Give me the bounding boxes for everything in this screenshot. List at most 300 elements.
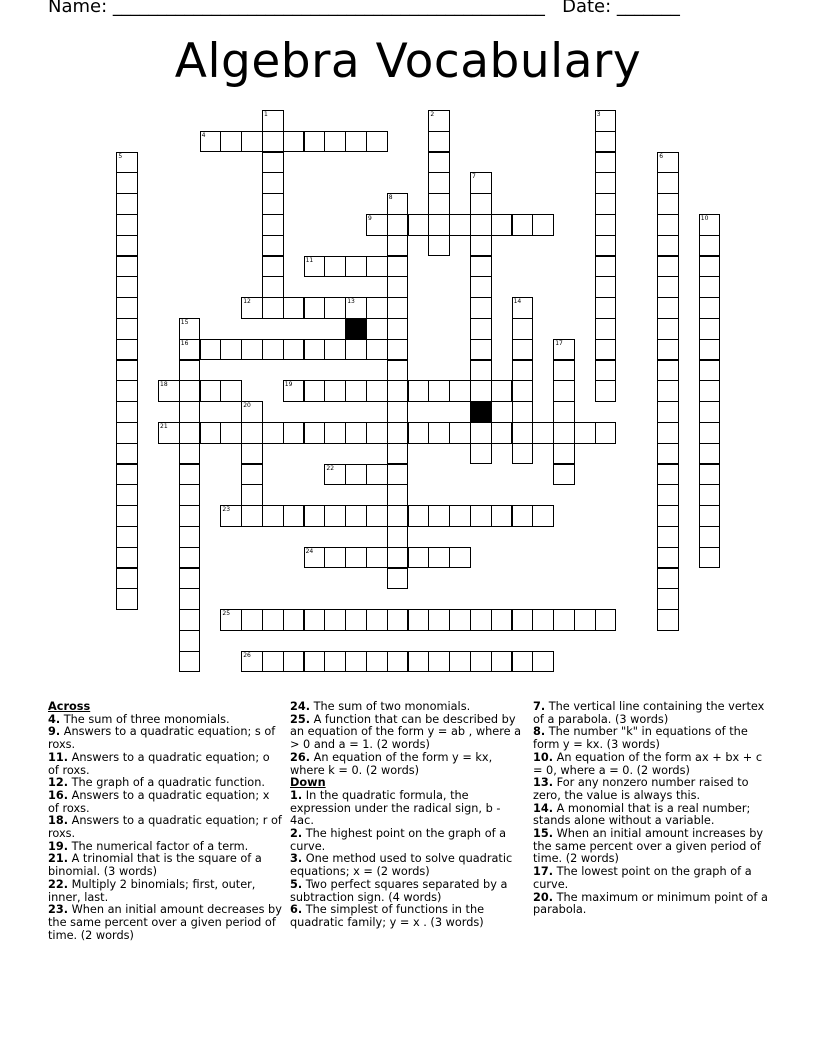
grid-cell[interactable] xyxy=(283,131,305,153)
grid-cell[interactable] xyxy=(657,256,679,278)
grid-cell[interactable] xyxy=(366,464,388,486)
grid-cell[interactable] xyxy=(179,609,201,631)
grid-cell[interactable] xyxy=(116,360,138,382)
grid-cell[interactable] xyxy=(532,609,554,631)
grid-cell[interactable] xyxy=(595,256,617,278)
grid-cell[interactable] xyxy=(324,380,346,402)
clue-text: The simplest of functions in the quadratic family; y = x . (3 words) xyxy=(290,903,485,929)
grid-cell[interactable] xyxy=(116,214,138,236)
grid-cell[interactable] xyxy=(262,131,284,153)
grid-cell[interactable] xyxy=(116,172,138,194)
clue-number: 16 xyxy=(180,339,189,347)
grid-cell[interactable] xyxy=(283,651,305,673)
name-line[interactable]: ________________________________________________ xyxy=(112,0,545,17)
grid-cell[interactable] xyxy=(428,505,450,527)
grid-cell[interactable] xyxy=(595,360,617,382)
clue-number: 24 xyxy=(305,547,314,555)
grid-cell[interactable] xyxy=(200,422,222,444)
grid-cell[interactable] xyxy=(657,526,679,548)
grid-cell[interactable] xyxy=(387,214,409,236)
clue-text: An equation of the form ax + bx + c = 0, where a = 0. (2 words) xyxy=(533,750,763,777)
grid-cell[interactable] xyxy=(470,276,492,298)
grid-cell[interactable] xyxy=(262,609,284,631)
grid-cell[interactable] xyxy=(324,297,346,319)
grid-cell[interactable] xyxy=(657,276,679,298)
grid-cell[interactable] xyxy=(657,339,679,361)
grid-cell[interactable] xyxy=(553,609,575,631)
grid-cell[interactable] xyxy=(262,193,284,215)
grid-cell[interactable] xyxy=(116,526,138,548)
grid-cell[interactable] xyxy=(428,235,450,257)
grid-cell[interactable] xyxy=(179,547,201,569)
clue-number-label: 15. xyxy=(533,827,554,841)
grid-cell[interactable] xyxy=(574,609,596,631)
grid-cell[interactable] xyxy=(304,651,326,673)
grid-cell[interactable] xyxy=(408,214,430,236)
grid-cell[interactable] xyxy=(262,505,284,527)
grid-cell[interactable] xyxy=(657,464,679,486)
clue-number-label: 25. xyxy=(290,712,311,726)
grid-cell[interactable] xyxy=(283,339,305,361)
grid-cell[interactable] xyxy=(116,547,138,569)
grid-cell[interactable] xyxy=(449,651,471,673)
clue-number-label: 5. xyxy=(290,877,303,891)
grid-cell[interactable] xyxy=(220,339,242,361)
grid-cell[interactable] xyxy=(657,505,679,527)
grid-cell[interactable] xyxy=(657,568,679,590)
grid-cell[interactable] xyxy=(512,505,534,527)
grid-cell[interactable] xyxy=(116,380,138,402)
grid-cell[interactable] xyxy=(428,651,450,673)
clue-text: A monomial that is a real number; stands alone without a variable. xyxy=(533,801,751,828)
grid-cell[interactable] xyxy=(304,505,326,527)
grid-cell[interactable] xyxy=(595,131,617,153)
grid-cell[interactable] xyxy=(470,297,492,319)
grid-cell[interactable] xyxy=(220,422,242,444)
grid-cell[interactable] xyxy=(408,651,430,673)
grid-cell[interactable] xyxy=(179,526,201,548)
grid-cell[interactable] xyxy=(324,651,346,673)
clue-number: 26 xyxy=(243,651,251,659)
grid-cell[interactable] xyxy=(657,588,679,610)
grid-cell[interactable] xyxy=(366,131,388,153)
grid-cell[interactable] xyxy=(470,360,492,382)
grid-cell[interactable] xyxy=(428,422,450,444)
grid-cell[interactable] xyxy=(428,172,450,194)
grid-cell[interactable] xyxy=(657,172,679,194)
grid-cell[interactable] xyxy=(657,443,679,465)
grid-cell[interactable] xyxy=(470,193,492,215)
grid-cell[interactable] xyxy=(553,443,575,465)
clue-number: 22 xyxy=(326,464,335,472)
grid-cell[interactable] xyxy=(512,609,534,631)
grid-cell[interactable] xyxy=(428,547,450,569)
grid-cell[interactable] xyxy=(387,422,409,444)
grid-cell[interactable] xyxy=(491,422,513,444)
grid-cell[interactable] xyxy=(262,297,284,319)
grid-cell[interactable] xyxy=(304,422,326,444)
grid-cell[interactable] xyxy=(512,380,534,402)
grid-cell[interactable] xyxy=(699,318,721,340)
grid-cell[interactable] xyxy=(387,505,409,527)
grid-cell[interactable] xyxy=(428,214,450,236)
clue-number-label: 18. xyxy=(48,814,69,828)
clue-number-label: 13. xyxy=(533,776,554,790)
grid-cell[interactable] xyxy=(657,193,679,215)
clue-number-label: 8. xyxy=(533,725,546,739)
grid-cell[interactable] xyxy=(470,609,492,631)
name-label: Name: xyxy=(48,0,108,17)
clue-number: 11 xyxy=(305,256,314,264)
clues-column-1 xyxy=(48,701,282,942)
grid-cell[interactable] xyxy=(595,152,617,174)
grid-cell[interactable] xyxy=(699,297,721,319)
grid-cell[interactable] xyxy=(116,276,138,298)
grid-cell[interactable] xyxy=(262,276,284,298)
grid-cell[interactable] xyxy=(699,235,721,257)
grid-cell[interactable] xyxy=(387,297,409,319)
grid-cell[interactable] xyxy=(345,422,367,444)
grid-cell[interactable] xyxy=(179,443,201,465)
clue xyxy=(48,726,282,751)
grid-cell[interactable] xyxy=(116,193,138,215)
grid-cell[interactable] xyxy=(387,318,409,340)
grid-cell[interactable] xyxy=(512,360,534,382)
grid-cell[interactable] xyxy=(116,568,138,590)
grid-cell[interactable] xyxy=(116,297,138,319)
clue-number-label: 4. xyxy=(48,712,61,726)
grid-cell[interactable] xyxy=(324,609,346,631)
grid-cell[interactable] xyxy=(428,131,450,153)
grid-cell[interactable] xyxy=(345,339,367,361)
grid-cell[interactable] xyxy=(428,152,450,174)
grid-cell[interactable] xyxy=(595,276,617,298)
grid-cell[interactable] xyxy=(553,380,575,402)
grid-cell[interactable] xyxy=(283,609,305,631)
grid-cell[interactable] xyxy=(595,193,617,215)
grid-cell[interactable] xyxy=(345,547,367,569)
grid-cell[interactable] xyxy=(179,401,201,423)
grid-cell[interactable] xyxy=(491,380,513,402)
grid-cell[interactable] xyxy=(366,651,388,673)
grid-cell[interactable] xyxy=(116,235,138,257)
grid-cell[interactable] xyxy=(324,256,346,278)
grid-cell[interactable] xyxy=(366,609,388,631)
grid-cell[interactable] xyxy=(387,568,409,590)
grid-cell[interactable] xyxy=(408,505,430,527)
grid-cell[interactable] xyxy=(428,193,450,215)
grid-cell[interactable] xyxy=(699,256,721,278)
grid-cell[interactable] xyxy=(116,588,138,610)
grid-cell[interactable] xyxy=(553,422,575,444)
grid-cell[interactable] xyxy=(449,422,471,444)
grid-cell[interactable] xyxy=(470,651,492,673)
grid-cell[interactable] xyxy=(699,526,721,548)
grid-cell[interactable] xyxy=(657,214,679,236)
grid-cell[interactable] xyxy=(116,256,138,278)
clue-number: 3 xyxy=(596,111,601,118)
grid-cell[interactable] xyxy=(387,526,409,548)
grid-cell[interactable] xyxy=(116,422,138,444)
grid-cell[interactable] xyxy=(532,651,554,673)
grid-cell[interactable] xyxy=(387,360,409,382)
grid-cell[interactable] xyxy=(387,401,409,423)
grid-cell[interactable] xyxy=(345,380,367,402)
grid-cell[interactable] xyxy=(366,339,388,361)
grid-cell[interactable] xyxy=(595,339,617,361)
grid-cell[interactable] xyxy=(449,505,471,527)
grid-cell[interactable] xyxy=(428,380,450,402)
grid-cell[interactable] xyxy=(408,609,430,631)
grid-cell[interactable] xyxy=(595,422,617,444)
clue-number-label: 20. xyxy=(533,890,554,904)
grid-cell[interactable] xyxy=(699,339,721,361)
grid-cell[interactable] xyxy=(657,235,679,257)
grid-cell[interactable] xyxy=(220,131,242,153)
grid-cell[interactable] xyxy=(699,505,721,527)
grid-cell[interactable] xyxy=(345,505,367,527)
grid-cell[interactable] xyxy=(408,380,430,402)
grid-cell[interactable] xyxy=(262,422,284,444)
grid-cell[interactable] xyxy=(324,505,346,527)
grid-cell[interactable] xyxy=(304,609,326,631)
grid-cell[interactable] xyxy=(449,214,471,236)
clue-number: 5 xyxy=(118,152,123,160)
grid-cell[interactable] xyxy=(262,214,284,236)
grid-cell[interactable] xyxy=(262,339,284,361)
grid-cell[interactable] xyxy=(657,401,679,423)
grid-cell[interactable] xyxy=(491,214,513,236)
grid-cell[interactable] xyxy=(324,131,346,153)
grid-cell[interactable] xyxy=(512,318,534,340)
grid-cell[interactable] xyxy=(491,609,513,631)
grid-cell[interactable] xyxy=(699,276,721,298)
grid-cell[interactable] xyxy=(304,339,326,361)
grid-cell[interactable] xyxy=(512,339,534,361)
clue-text: The highest point on the graph of a curve. xyxy=(290,827,507,853)
grid-cell[interactable] xyxy=(345,651,367,673)
grid-cell[interactable] xyxy=(387,235,409,257)
grid-cell[interactable] xyxy=(179,651,201,673)
grid-cell[interactable] xyxy=(449,609,471,631)
grid-cell[interactable] xyxy=(116,339,138,361)
grid-cell[interactable] xyxy=(595,380,617,402)
grid-cell[interactable] xyxy=(345,131,367,153)
clue-number-label: 9. xyxy=(48,725,61,739)
grid-cell[interactable] xyxy=(220,380,242,402)
clue-number: 2 xyxy=(430,111,435,118)
grid-cell[interactable] xyxy=(699,360,721,382)
grid-cell[interactable] xyxy=(512,422,534,444)
grid-cell[interactable] xyxy=(491,651,513,673)
grid-cell[interactable] xyxy=(699,547,721,569)
grid-cell[interactable] xyxy=(241,339,263,361)
grid-cell[interactable] xyxy=(116,443,138,465)
grid-cell[interactable] xyxy=(657,422,679,444)
grid-cell[interactable] xyxy=(179,360,201,382)
grid-cell[interactable] xyxy=(366,422,388,444)
grid-cell[interactable] xyxy=(491,505,513,527)
grid-cell[interactable] xyxy=(366,256,388,278)
clue-text: Answers to a quadratic equation; r of roxs. xyxy=(48,814,282,841)
clue-number-label: 21. xyxy=(48,852,69,866)
grid-cell[interactable] xyxy=(116,401,138,423)
grid-cell[interactable] xyxy=(241,464,263,486)
grid-cell[interactable] xyxy=(657,360,679,382)
clue-number: 13 xyxy=(347,298,355,306)
grid-cell[interactable] xyxy=(532,214,554,236)
grid-cell[interactable] xyxy=(283,505,305,527)
grid-cell[interactable] xyxy=(179,422,201,444)
clue xyxy=(290,790,526,828)
grid-cell[interactable] xyxy=(532,422,554,444)
grid-cell[interactable] xyxy=(595,214,617,236)
grid-cell[interactable] xyxy=(262,256,284,278)
grid-cell[interactable] xyxy=(657,380,679,402)
grid-cell[interactable] xyxy=(262,235,284,257)
grid-cell[interactable] xyxy=(470,235,492,257)
grid-cell[interactable] xyxy=(699,380,721,402)
grid-cell[interactable] xyxy=(449,380,471,402)
clue xyxy=(290,752,526,777)
grid-cell[interactable] xyxy=(179,630,201,652)
grid-cell[interactable] xyxy=(470,318,492,340)
grid-cell[interactable] xyxy=(324,547,346,569)
grid-cell[interactable] xyxy=(512,443,534,465)
grid-cell[interactable] xyxy=(470,443,492,465)
grid-cell[interactable] xyxy=(470,505,492,527)
clue-number-label: 12. xyxy=(48,776,69,790)
clues-column-2 xyxy=(290,701,526,930)
grid-cell[interactable] xyxy=(699,401,721,423)
grid-cell[interactable] xyxy=(241,484,263,506)
grid-cell[interactable] xyxy=(345,256,367,278)
grid-cell[interactable] xyxy=(387,256,409,278)
grid-cell[interactable] xyxy=(699,464,721,486)
grid-cell[interactable] xyxy=(470,214,492,236)
grid-cell[interactable] xyxy=(574,422,596,444)
clue xyxy=(533,803,769,828)
grid-cell[interactable] xyxy=(387,609,409,631)
grid-cell[interactable] xyxy=(595,235,617,257)
clue-number: 10 xyxy=(700,215,709,222)
grid-cell[interactable] xyxy=(449,547,471,569)
grid-cell[interactable] xyxy=(324,422,346,444)
grid-cell[interactable] xyxy=(657,484,679,506)
grid-cell[interactable] xyxy=(345,464,367,486)
grid-cell[interactable] xyxy=(428,609,450,631)
grid-cell[interactable] xyxy=(116,318,138,340)
grid-cell[interactable] xyxy=(366,505,388,527)
grid-cell[interactable] xyxy=(387,443,409,465)
grid-cell[interactable] xyxy=(470,256,492,278)
grid-cell[interactable] xyxy=(408,422,430,444)
clue-text: The lowest point on the graph of a curve. xyxy=(533,865,752,891)
grid-cell[interactable] xyxy=(324,339,346,361)
grid-cell[interactable] xyxy=(304,380,326,402)
grid-cell[interactable] xyxy=(699,443,721,465)
grid-cell[interactable] xyxy=(200,339,222,361)
grid-cell[interactable] xyxy=(200,380,222,402)
grid-cell[interactable] xyxy=(470,339,492,361)
grid-cell[interactable] xyxy=(366,297,388,319)
grid-cell[interactable] xyxy=(283,297,305,319)
grid-cell[interactable] xyxy=(241,443,263,465)
grid-cell[interactable] xyxy=(179,464,201,486)
grid-cell[interactable] xyxy=(699,422,721,444)
grid-cell[interactable] xyxy=(657,547,679,569)
grid-cell[interactable] xyxy=(595,318,617,340)
grid-cell[interactable] xyxy=(116,464,138,486)
grid-cell[interactable] xyxy=(116,484,138,506)
grid-cell[interactable] xyxy=(241,131,263,153)
grid-cell[interactable] xyxy=(116,505,138,527)
grid-cell[interactable] xyxy=(657,297,679,319)
grid-cell[interactable] xyxy=(595,172,617,194)
clue-number-label: 6. xyxy=(290,903,303,917)
grid-cell[interactable] xyxy=(470,380,492,402)
grid-cell[interactable] xyxy=(345,609,367,631)
clue-number-label: 2. xyxy=(290,827,303,841)
grid-cell[interactable] xyxy=(512,214,534,236)
grid-cell[interactable] xyxy=(387,547,409,569)
grid-cell[interactable] xyxy=(387,339,409,361)
grid-cell[interactable] xyxy=(387,464,409,486)
grid-cell[interactable] xyxy=(532,505,554,527)
grid-cell[interactable] xyxy=(241,422,263,444)
grid-cell[interactable] xyxy=(262,172,284,194)
clue-text: The graph of a quadratic function. xyxy=(68,776,265,790)
grid-cell[interactable] xyxy=(387,276,409,298)
grid-cell[interactable] xyxy=(304,131,326,153)
grid-cell[interactable] xyxy=(595,297,617,319)
grid-cell[interactable] xyxy=(553,401,575,423)
grid-cell[interactable] xyxy=(657,318,679,340)
grid-cell[interactable] xyxy=(304,297,326,319)
grid-cell[interactable] xyxy=(366,380,388,402)
grid-cell[interactable] xyxy=(657,609,679,631)
grid-cell[interactable] xyxy=(283,422,305,444)
grid-cell[interactable] xyxy=(512,401,534,423)
grid-cell[interactable] xyxy=(179,588,201,610)
grid-cell[interactable] xyxy=(179,568,201,590)
clue-number: 17 xyxy=(555,339,563,347)
date-line[interactable]: _______ xyxy=(616,0,680,17)
grid-cell[interactable] xyxy=(470,422,492,444)
grid-cell[interactable] xyxy=(366,547,388,569)
grid-cell[interactable] xyxy=(699,484,721,506)
grid-cell[interactable] xyxy=(262,152,284,174)
clue-number: 1 xyxy=(264,111,268,118)
grid-cell[interactable] xyxy=(262,651,284,673)
grid-cell[interactable] xyxy=(179,505,201,527)
grid-cell[interactable] xyxy=(241,505,263,527)
grid-cell[interactable] xyxy=(179,484,201,506)
grid-cell[interactable] xyxy=(387,484,409,506)
clue-text: In the quadratic formula, the expression under the radical sign, b - 4ac. xyxy=(290,788,501,828)
grid-cell[interactable] xyxy=(387,651,409,673)
grid-cell[interactable] xyxy=(553,360,575,382)
grid-cell[interactable] xyxy=(408,547,430,569)
grid-cell[interactable] xyxy=(387,380,409,402)
clue-number: 20 xyxy=(243,402,251,410)
clue-number: 21 xyxy=(160,423,168,430)
grid-cell[interactable] xyxy=(512,651,534,673)
grid-cell[interactable] xyxy=(179,380,201,402)
grid-cell[interactable] xyxy=(241,609,263,631)
grid-cell[interactable] xyxy=(553,464,575,486)
grid-cell[interactable] xyxy=(595,609,617,631)
